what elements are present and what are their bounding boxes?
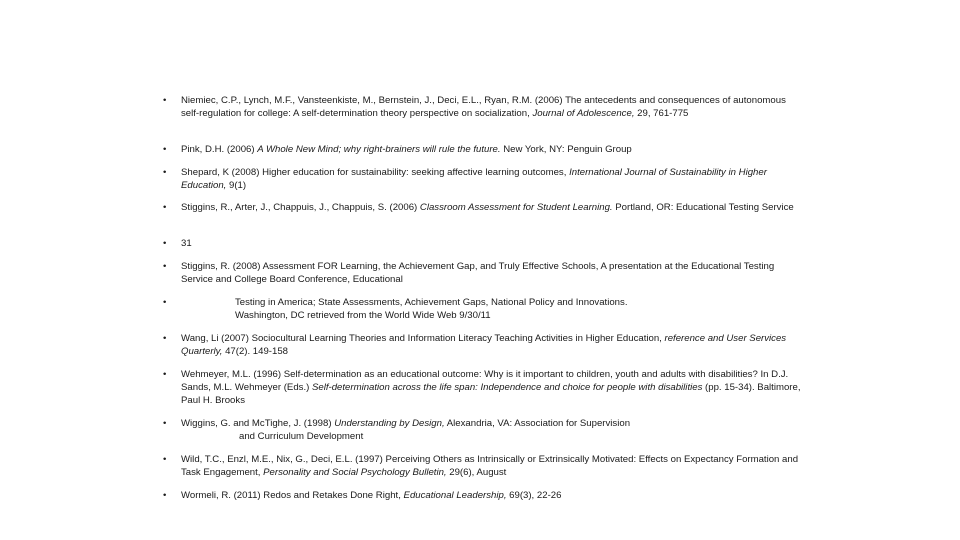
bullet: • xyxy=(163,144,167,155)
bullet: • xyxy=(163,369,167,380)
reference-number xyxy=(163,237,803,250)
reference-pink xyxy=(163,143,803,156)
reference-part: 69(3), 22-26 xyxy=(506,490,562,501)
reference-part: Shepard, K (2008) Higher education for sustainability: seeking affective learning outcomes, xyxy=(181,167,570,178)
reference-text xyxy=(181,417,803,443)
reference-text xyxy=(181,332,803,358)
book-title: Classroom Assessment for Student Learning. xyxy=(419,202,613,213)
reference-stiggins-2006 xyxy=(163,201,803,214)
book-title: Understanding by Design, xyxy=(334,418,445,429)
reference-part: Wormeli, R. (2011) Redos and Retakes Done Right, xyxy=(181,490,404,501)
reference-text xyxy=(181,94,803,120)
reference-testing-in-america xyxy=(163,296,803,322)
journal-title: reference and User Services Quarterly, xyxy=(181,333,787,357)
reference-stiggins-2008 xyxy=(163,260,803,286)
reference-part: Wehmeyer, M.L. (1996) Self-determination as an educational outcome: Why is it important to children, youth and adults with disabilities? In D.J. Sands, M.L. Wehmeyer (Eds.) xyxy=(181,369,789,393)
reference-wild xyxy=(163,453,803,479)
bullet: • xyxy=(163,95,167,106)
reference-text xyxy=(235,296,803,322)
bullet: • xyxy=(163,167,167,178)
reference-text xyxy=(181,453,803,479)
bullet: • xyxy=(163,261,167,272)
reference-text xyxy=(181,201,803,214)
reference-part: Pink, D.H. (2006) xyxy=(181,144,258,155)
reference-part: Alexandria, VA: Association for Supervision xyxy=(444,418,631,429)
reference-text xyxy=(181,166,803,192)
bullet: • xyxy=(163,490,167,501)
reference-part: Niemiec, C.P., Lynch, M.F., Vansteenkiste, M., Bernstein, J., Deci, E.L., Ryan, R.M. (2006) The antecedents and consequences of autonomous self-regulation for college: A self-determination theory perspective on socialization, xyxy=(181,95,786,119)
book-title: A Whole New Mind; why right-brainers will rule the future. xyxy=(257,144,501,155)
reference-part: Wild, T.C., Enzl, M.E., Nix, G., Deci, E.L. (1997) Perceiving Others as Intrinsically or Extrinsically Motivated: Effects on Expectancy Formation and Task Engagement, xyxy=(181,454,799,478)
reference-text xyxy=(181,368,803,407)
reference-part: New York, NY: Penguin Group xyxy=(500,144,632,155)
bullet: • xyxy=(163,297,167,308)
reference-wiggins xyxy=(163,417,803,443)
bullet: • xyxy=(163,202,167,213)
reference-part: Portland, OR: Educational Testing Service xyxy=(612,202,794,213)
bullet: • xyxy=(163,418,167,429)
reference-text: Stiggins, R. (2008) Assessment FOR Learning, the Achievement Gap, and Truly Effective Schools, A presentation at the Educational Testing Service and College Board Conference, Educational xyxy=(181,261,775,285)
reference-part: Stiggins, R., Arter, J., Chappuis, J., Chappuis, S. (2006) xyxy=(181,202,420,213)
reference-part: 29(6), August xyxy=(446,467,507,478)
reference-part: Wiggins, G. and McTighe, J. (1998) xyxy=(181,418,335,429)
reference-wehmeyer xyxy=(163,368,803,407)
reference-line: and Curriculum Development xyxy=(239,431,364,442)
journal-title: Personality and Social Psychology Bulletin, xyxy=(263,467,447,478)
journal-title: Educational Leadership, xyxy=(403,490,507,501)
reference-line: Testing in America; State Assessments, Achievement Gaps, National Policy and Innovations. xyxy=(235,297,628,308)
reference-part: (pp. 15-34). Baltimore, Paul H. Brooks xyxy=(181,382,801,406)
journal-title: International Journal of Sustainability in Higher Education, xyxy=(181,167,767,191)
reference-text xyxy=(181,489,803,502)
reference-wang xyxy=(163,332,803,358)
reference-wormeli xyxy=(163,489,803,502)
reference-part: 29, 761-775 xyxy=(634,108,689,119)
bullet: • xyxy=(163,333,167,344)
journal-title: Journal of Adolescence, xyxy=(532,108,635,119)
reference-part: 9(1) xyxy=(226,180,247,191)
reference-text: 31 xyxy=(181,238,192,249)
reference-part: Wang, Li (2007) Sociocultural Learning Theories and Information Literacy Teaching Activities in Higher Education, xyxy=(181,333,665,344)
reference-shepard xyxy=(163,166,803,192)
bullet: • xyxy=(163,454,167,465)
reference-line: Washington, DC retrieved from the World Wide Web 9/30/11 xyxy=(235,310,491,321)
book-title: Self-determination across the life span: Independence and choice for people with disabilities xyxy=(311,382,703,393)
bullet: • xyxy=(163,238,167,249)
reference-text xyxy=(181,143,803,156)
reference-part: 47(2). 149-158 xyxy=(222,346,289,357)
reference-niemiec xyxy=(163,94,803,120)
